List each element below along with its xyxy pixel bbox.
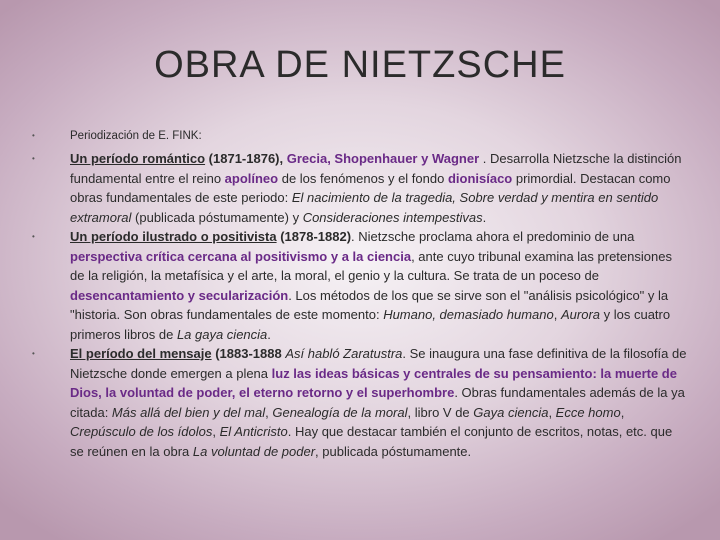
bullet-item-periodo-mensaje: [28, 344, 688, 461]
work-title: Gaya ciencia: [473, 404, 549, 420]
work-title: Más allá del bien y del mal: [111, 404, 266, 420]
period-heading: El período del mensaje: [70, 346, 212, 361]
work-title: Genealogía de la moral: [272, 404, 408, 420]
bullet-dot-icon: •: [32, 349, 35, 358]
bullet-text: El período del mensaje (1883-1888 Así habló Zaratustra. Se inaugura una fase definitiva de la filosofía de Nietzsche donde emergen a plena luz las ideas básicas y centrales de su pensamiento: la muerte de Dios, la voluntad de poder, el eterno retorno y el superhombre. Obras fundamentales además de la ya citada: Más allá del bien y del mal, Genealogía de la moral, libro V de Gaya ciencia, Ecce homo, Crepúsculo de los ídolos, El Anticristo. Hay que destacar también el conjunto de escritos, notas, etc. que se reúnen en la obra La voluntad de poder, publicada póstumamente.: [70, 346, 687, 459]
work-title: Consideraciones intempestivas: [302, 209, 483, 225]
highlight: apolíneo: [224, 170, 279, 186]
bullet-dot-icon: •: [32, 232, 35, 241]
period-heading: Un período romántico: [70, 151, 206, 166]
work-title: El nacimiento de la tragedia, Sobre verdad y mentira en sentido extramoral: [70, 190, 659, 225]
work-title: Así habló Zaratustra: [285, 346, 403, 361]
bullet-item-periodo-romantico: [28, 149, 688, 227]
bullet-dot-icon: •: [32, 131, 35, 140]
highlight: luz las ideas básicas y centrales de su pensamiento: la muerte de Dios, la voluntad de poder, el eterno retorno y el superhombre: [70, 365, 677, 400]
highlight: perspectiva crítica cercana al positivismo y a la ciencia: [70, 248, 412, 264]
work-title: El Anticristo: [219, 424, 288, 439]
period-heading: Un período ilustrado o positivista: [70, 229, 277, 244]
work-title: Aurora: [560, 307, 601, 322]
bullet-item-periodizacion: [28, 128, 688, 144]
bullet-dot-icon: •: [32, 154, 35, 163]
highlight: desencantamiento y secularización: [70, 287, 289, 303]
work-title: Humano, demasiado humano: [383, 307, 554, 322]
bullet-text: Un período ilustrado o positivista (1878-1882). Nietzsche proclama ahora el predominio de una perspectiva crítica cercana al positivismo y a la ciencia, ante cuyo tribunal examina las pretensiones de la religión, la metafísica y el arte, la moral, el genio y la cultura. Se trata de un poceso de desencantamiento y secularización. Los métodos de los que se sirve son el "análisis psicológico" y la "historia. Son obras fundamentales de este momento: Humano, demasiado humano, Aurora y los cuatro primeros libros de La gaya ciencia.: [70, 229, 672, 342]
bullet-text: Un período romántico (1871-1876), Grecia, Shopenhauer y Wagner . Desarrolla Nietzsche la distinción fundamental entre el reino apolíneo de los fenómenos y el fondo dionisíaco primordial. Destacan como obras fundamentales de este periodo: El nacimiento de la tragedia, Sobre verdad y mentira en sentido extramoral (publicada póstumamente) y Consideraciones intempestivas.: [70, 151, 682, 225]
bullet-item-periodo-ilustrado: [28, 227, 688, 344]
work-title: La voluntad de poder: [192, 443, 316, 459]
slide-title: OBRA DE NIETZSCHE: [154, 44, 566, 86]
work-title: Ecce homo: [555, 404, 621, 420]
bullet-list: [28, 128, 688, 461]
work-title: Crepúsculo de los ídolos: [70, 424, 213, 439]
highlight: dionisíaco: [447, 170, 513, 186]
highlight: Grecia, Shopenhauer y Wagner: [286, 151, 480, 166]
bullet-text: Periodización de E. FINK:: [70, 130, 202, 142]
work-title: La gaya ciencia: [176, 326, 268, 342]
